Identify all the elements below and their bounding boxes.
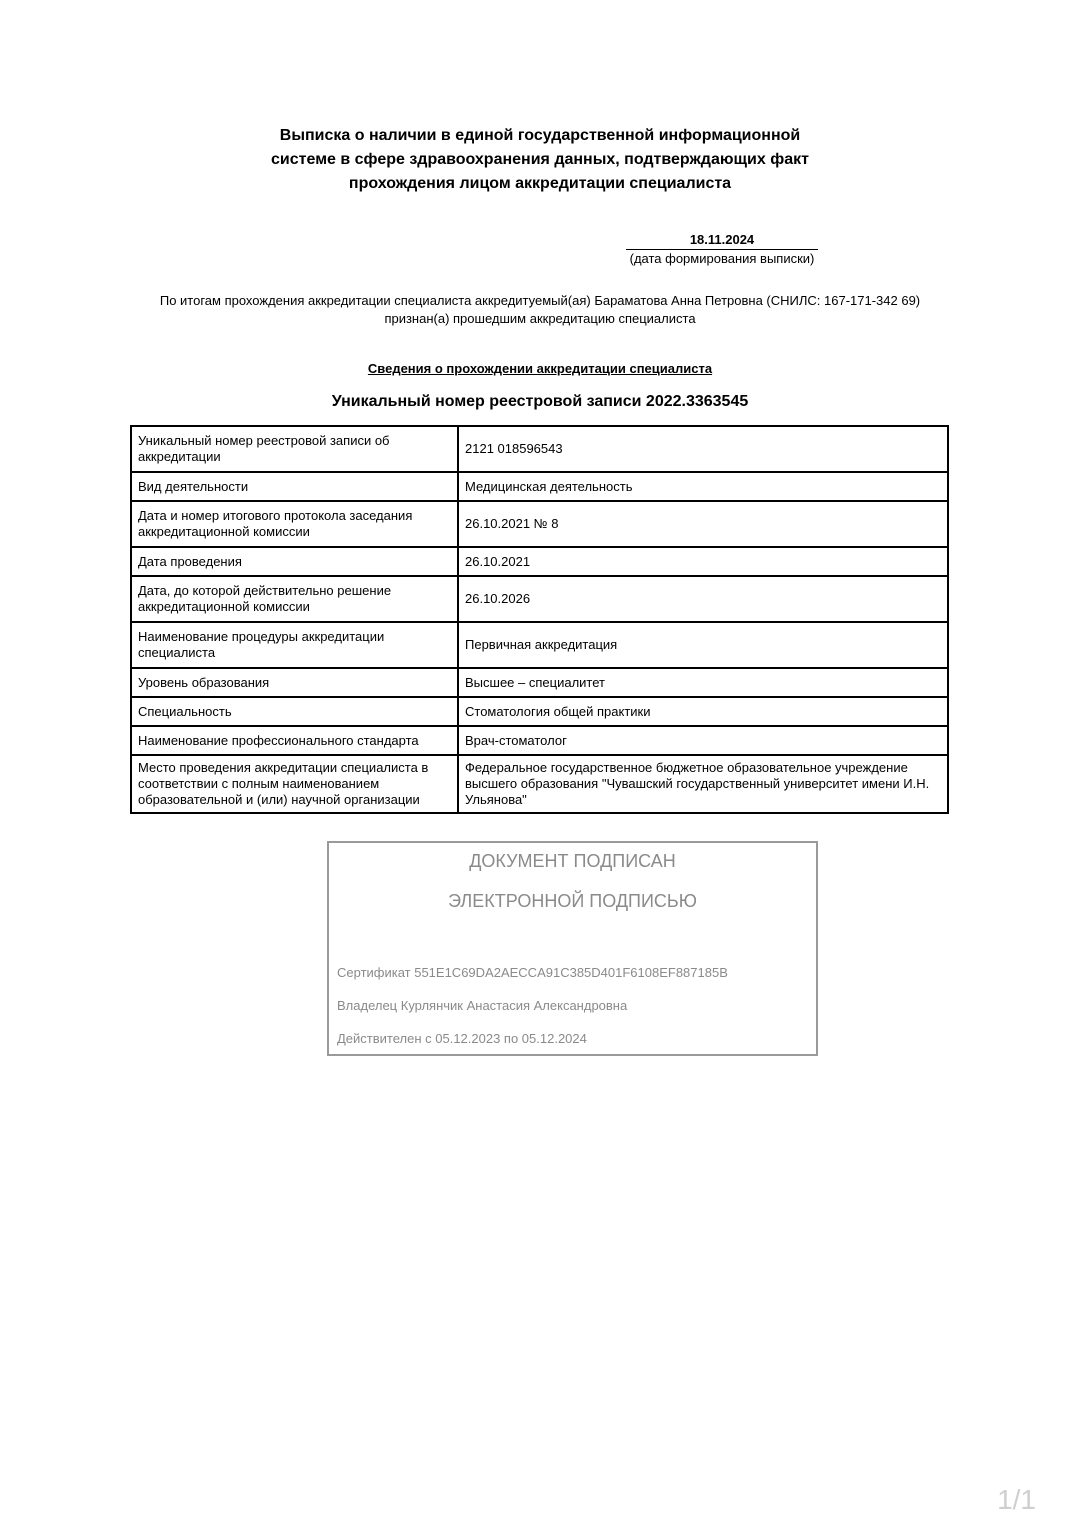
title-line-1: Выписка о наличии в единой государственной информационной bbox=[279, 127, 801, 144]
row-value: Врач-стоматолог bbox=[458, 726, 948, 755]
intro-line-2: признан(а) прошедшим аккредитацию специалиста bbox=[384, 311, 696, 326]
certificate-validity: Действителен с 05.12.2023 по 05.12.2024 bbox=[337, 1031, 587, 1046]
table-row bbox=[131, 755, 948, 813]
table-row bbox=[131, 547, 948, 576]
issue-date-caption: (дата формирования выписки) bbox=[629, 251, 815, 266]
row-value: 2121 018596543 bbox=[458, 426, 948, 472]
row-label: Уникальный номер реестровой записи об аккредитации bbox=[131, 426, 458, 472]
electronic-signature-stamp bbox=[327, 841, 818, 1056]
section-heading: Сведения о прохождении аккредитации специалиста bbox=[367, 361, 713, 376]
row-label: Дата проведения bbox=[131, 547, 458, 576]
row-label: Наименование процедуры аккредитации специалиста bbox=[131, 622, 458, 668]
title-line-3: прохождения лицом аккредитации специалиста bbox=[348, 175, 732, 192]
certificate-number: Сертификат 551E1C69DA2AECCA91C385D401F6108EF887185B bbox=[337, 965, 728, 980]
issue-date: 18.11.2024 bbox=[626, 231, 818, 250]
stamp-title-line-1: ДОКУМЕНТ ПОДПИСАН bbox=[469, 851, 676, 871]
row-value: 26.10.2021 bbox=[458, 547, 948, 576]
record-number-heading: Уникальный номер реестровой записи 2022.3363545 bbox=[331, 393, 749, 410]
page-indicator: 1/1 bbox=[997, 1484, 1036, 1515]
stamp-title-line-2: ЭЛЕКТРОННОЙ ПОДПИСЬЮ bbox=[448, 891, 697, 911]
intro-paragraph bbox=[0, 292, 1080, 328]
table-row bbox=[131, 697, 948, 726]
row-value: 26.10.2021 № 8 bbox=[458, 501, 948, 547]
row-value: Стоматология общей практики bbox=[458, 697, 948, 726]
certificate-owner: Владелец Курлянчик Анастасия Александровна bbox=[337, 998, 628, 1013]
row-label: Вид деятельности bbox=[131, 472, 458, 501]
row-value: 26.10.2026 bbox=[458, 576, 948, 622]
title-line-2: системе в сфере здравоохранения данных, подтверждающих факт bbox=[271, 151, 809, 168]
row-label: Дата и номер итогового протокола заседания аккредитационной комиссии bbox=[131, 501, 458, 547]
table-row bbox=[131, 622, 948, 668]
table-row bbox=[131, 668, 948, 697]
table-row bbox=[131, 726, 948, 755]
table-row bbox=[131, 576, 948, 622]
intro-line-1: По итогам прохождения аккредитации специалиста аккредитуемый(ая) Бараматова Анна Петровна (СНИЛС: 167-171-342 69) bbox=[159, 293, 921, 308]
accreditation-table bbox=[130, 425, 949, 814]
row-value: Высшее – специалитет bbox=[458, 668, 948, 697]
table-row bbox=[131, 426, 948, 472]
table-row bbox=[131, 501, 948, 547]
table-row bbox=[131, 472, 948, 501]
row-value: Первичная аккредитация bbox=[458, 622, 948, 668]
row-label: Дата, до которой действительно решение аккредитационной комиссии bbox=[131, 576, 458, 622]
row-value: Федеральное государственное бюджетное образовательное учреждение высшего образования "Чувашский государственный университет имени И.Н. Ульянова" bbox=[458, 755, 948, 813]
document-title bbox=[0, 124, 1080, 196]
row-value: Медицинская деятельность bbox=[458, 472, 948, 501]
row-label: Специальность bbox=[131, 697, 458, 726]
row-label: Уровень образования bbox=[131, 668, 458, 697]
row-label: Место проведения аккредитации специалиста в соответствии с полным наименованием образовательной и (или) научной организации bbox=[131, 755, 458, 813]
issue-date-block bbox=[622, 231, 822, 268]
row-label: Наименование профессионального стандарта bbox=[131, 726, 458, 755]
